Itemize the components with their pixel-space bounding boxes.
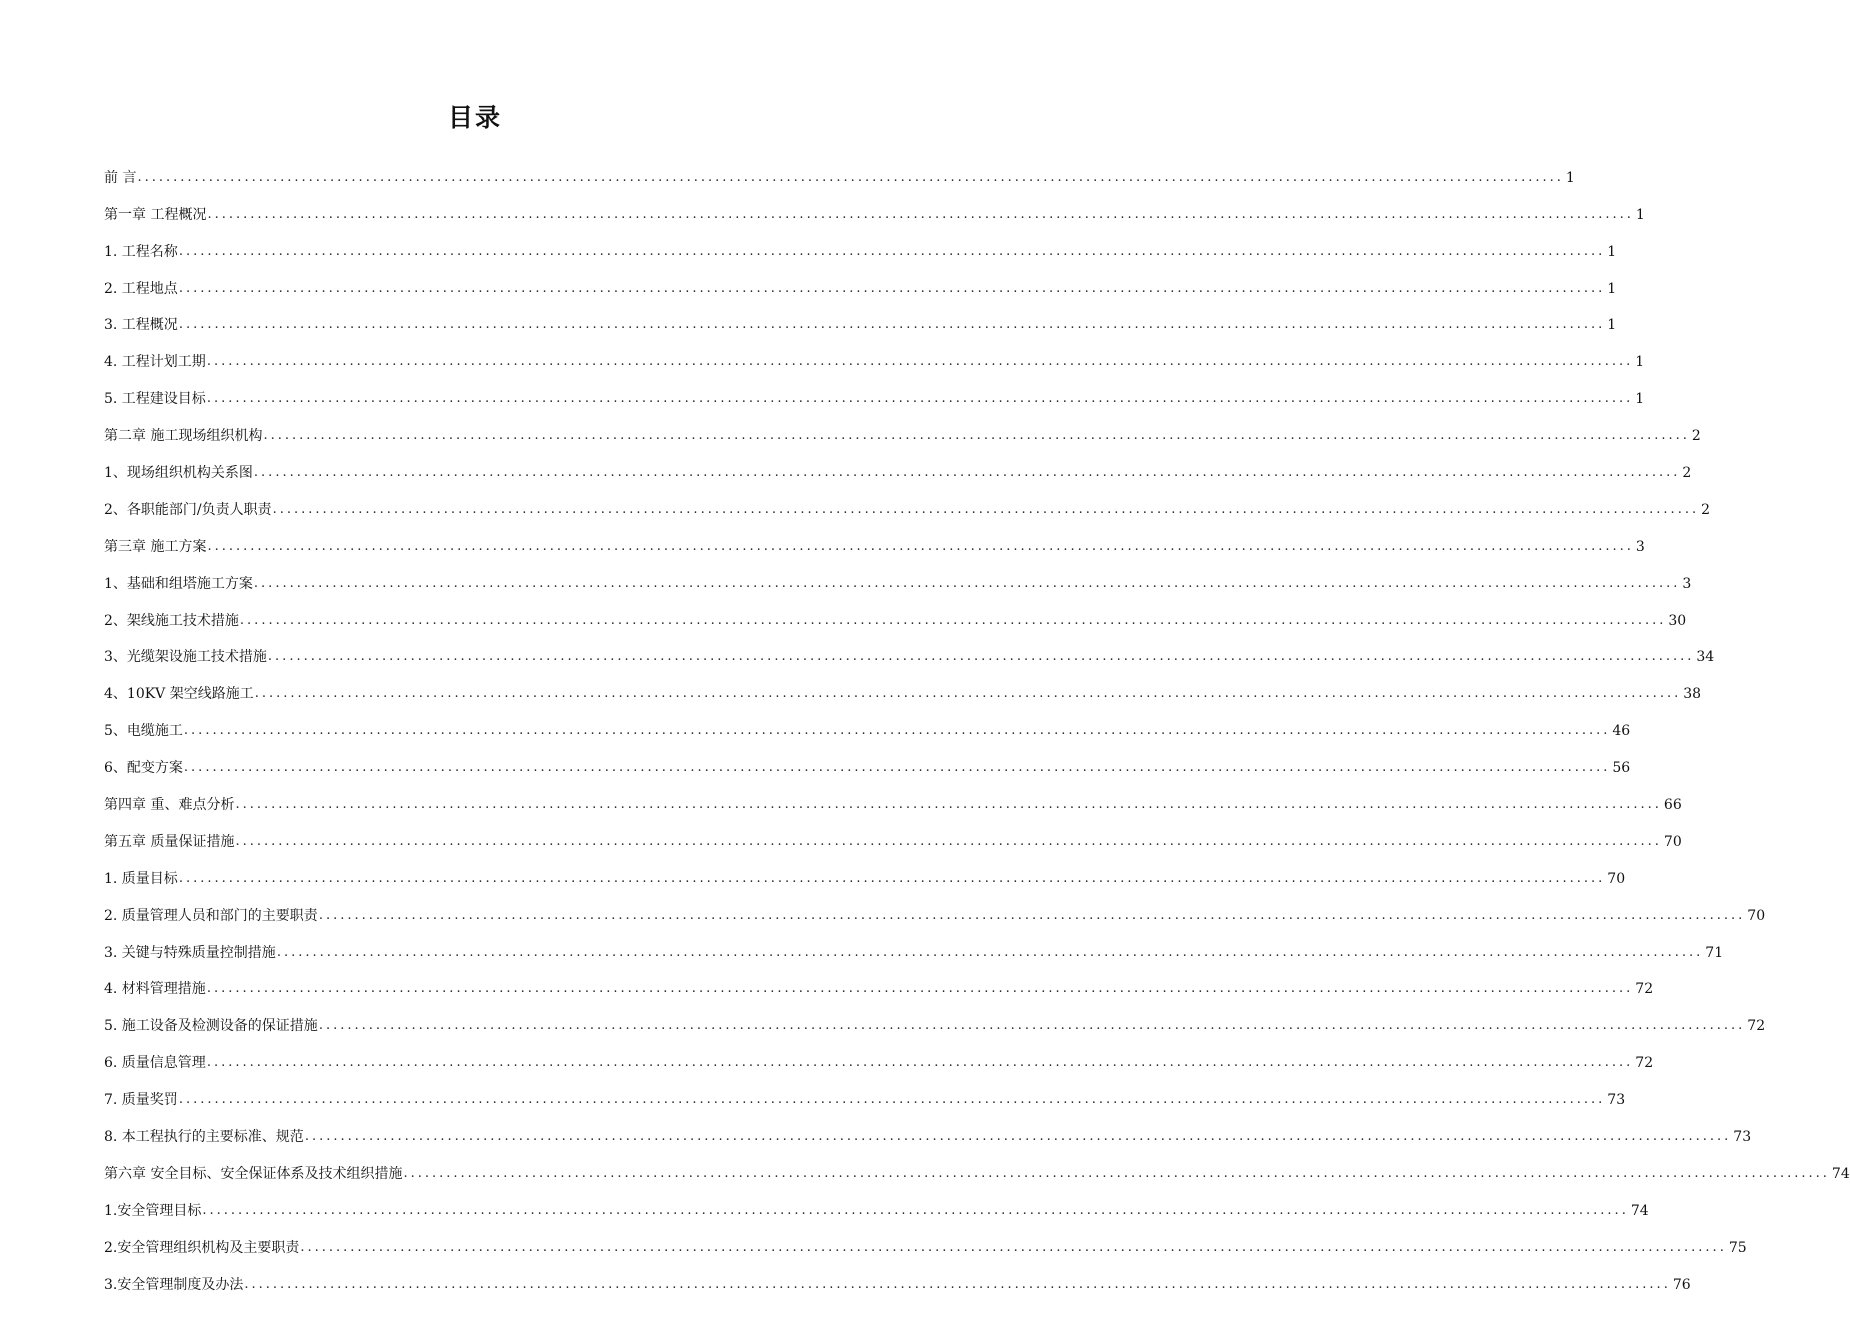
toc-dot-leader: ........................................................................................................................................................................................................ (300, 1239, 1727, 1255)
toc-entry-page-number: 2 (1701, 501, 1711, 518)
toc-entry-label: 第五章 质量保证措施 (104, 833, 235, 850)
toc-entry-label: 4、10KV 架空线路施工 (104, 686, 254, 703)
toc-entry[interactable] (104, 373, 1645, 410)
toc-entry-label: 3、光缆架设施工技术措施 (104, 649, 267, 666)
toc-entry[interactable] (104, 595, 1687, 632)
toc-entry-label: 4. 工程计划工期 (104, 354, 206, 371)
toc-entry[interactable] (104, 189, 1645, 226)
toc-dot-leader: ........................................................................................................................................................................................................ (244, 1276, 1671, 1292)
toc-entry-page-number: 30 (1668, 612, 1687, 629)
toc-entry-label: 6、配变方案 (104, 760, 183, 777)
toc-entry-label: 4. 材料管理措施 (104, 981, 206, 998)
toc-dot-leader: ........................................................................................................................................................................................................ (263, 428, 1690, 444)
toc-entry[interactable] (104, 742, 1631, 779)
toc-dot-leader: ........................................................................................................................................................................................................ (206, 1055, 1634, 1071)
toc-entry-page-number: 72 (1747, 1018, 1766, 1035)
toc-entry-label: 前 言 (104, 169, 137, 186)
toc-entry-page-number: 76 (1672, 1276, 1691, 1293)
toc-entry-page-number: 3 (1682, 575, 1692, 592)
toc-entry[interactable] (104, 1037, 1654, 1074)
toc-entry[interactable] (104, 226, 1617, 263)
toc-dot-leader: ........................................................................................................................................................................................................ (253, 575, 1681, 591)
toc-entry[interactable] (104, 632, 1715, 669)
toc-dot-leader: ........................................................................................................................................................................................................ (235, 797, 1662, 813)
toc-entry-page-number: 1 (1635, 206, 1645, 223)
toc-entry[interactable] (104, 1074, 1626, 1111)
toc-dot-leader: ........................................................................................................................................................................................................ (206, 354, 1634, 370)
toc-entry[interactable] (104, 1148, 1850, 1185)
toc-entry-page-number: 38 (1683, 686, 1702, 703)
toc-entry[interactable] (104, 779, 1682, 816)
toc-entry-label: 8. 本工程执行的主要标准、规范 (104, 1129, 304, 1146)
toc-entry[interactable] (104, 816, 1682, 853)
toc-entry[interactable] (104, 300, 1617, 337)
toc-entry-page-number: 66 (1663, 797, 1682, 814)
toc-entry[interactable] (104, 1259, 1691, 1296)
toc-dot-leader: ........................................................................................................................................................................................................ (207, 538, 1634, 554)
toc-list (104, 152, 1850, 1296)
toc-entry-label: 5、电缆施工 (104, 723, 183, 740)
toc-dot-leader: ........................................................................................................................................................................................................ (253, 465, 1681, 481)
toc-entry-label: 第四章 重、难点分析 (104, 797, 235, 814)
toc-entry-label: 7. 质量奖罚 (104, 1092, 178, 1109)
toc-entry-label: 第二章 施工现场组织机构 (104, 428, 263, 445)
toc-entry-label: 第六章 安全目标、安全保证体系及技术组织措施 (104, 1165, 403, 1182)
toc-entry[interactable] (104, 410, 1701, 447)
toc-dot-leader: ........................................................................................................................................................................................................ (202, 1202, 1629, 1218)
toc-entry[interactable] (104, 890, 1766, 927)
toc-dot-leader: ........................................................................................................................................................................................................ (267, 649, 1695, 665)
toc-entry[interactable] (104, 263, 1617, 300)
toc-entry[interactable] (104, 853, 1626, 890)
toc-entry-label: 第三章 施工方案 (104, 538, 207, 555)
toc-dot-leader: ........................................................................................................................................................................................................ (239, 612, 1667, 628)
toc-dot-leader: ........................................................................................................................................................................................................ (183, 760, 1611, 776)
toc-entry-page-number: 46 (1612, 723, 1631, 740)
toc-entry-label: 3. 工程概况 (104, 317, 178, 334)
toc-entry[interactable] (104, 927, 1724, 964)
toc-entry-page-number: 1 (1607, 280, 1617, 297)
toc-entry-page-number: 72 (1635, 1055, 1654, 1072)
toc-entry-page-number: 1 (1607, 317, 1617, 334)
toc-entry-label: 2. 工程地点 (104, 280, 178, 297)
toc-entry-label: 1. 工程名称 (104, 243, 178, 260)
toc-dot-leader: ........................................................................................................................................................................................................ (276, 944, 1704, 960)
toc-entry-page-number: 1 (1607, 243, 1617, 260)
toc-entry-page-number: 1 (1635, 391, 1645, 408)
toc-dot-leader: ........................................................................................................................................................................................................ (304, 1129, 1732, 1145)
toc-entry-label: 5. 工程建设目标 (104, 391, 206, 408)
toc-dot-leader: ........................................................................................................................................................................................................ (207, 206, 1634, 222)
toc-entry-label: 2、架线施工技术措施 (104, 612, 239, 629)
toc-entry-label: 1. 质量目标 (104, 870, 178, 887)
toc-entry-label: 6. 质量信息管理 (104, 1055, 206, 1072)
toc-entry-label: 5. 施工设备及检测设备的保证措施 (104, 1018, 318, 1035)
toc-entry-label: 1.安全管理目标 (104, 1202, 202, 1219)
toc-entry[interactable] (104, 484, 1711, 521)
toc-entry-label: 1、现场组织机构关系图 (104, 465, 253, 482)
toc-entry[interactable] (104, 447, 1692, 484)
toc-title: 目录 (447, 103, 502, 132)
toc-dot-leader: ........................................................................................................................................................................................................ (137, 169, 1564, 185)
toc-entry-page-number: 70 (1747, 907, 1766, 924)
toc-entry-page-number: 2 (1682, 465, 1692, 482)
toc-entry-page-number: 2 (1691, 428, 1701, 445)
toc-dot-leader: ........................................................................................................................................................................................................ (254, 686, 1682, 702)
toc-entry-page-number: 34 (1696, 649, 1715, 666)
toc-entry-label: 2、各职能部门/负责人职责 (104, 501, 272, 518)
toc-entry-page-number: 1 (1635, 354, 1645, 371)
toc-entry[interactable] (104, 558, 1692, 595)
toc-entry-page-number: 72 (1635, 981, 1654, 998)
toc-dot-leader: ........................................................................................................................................................................................................ (178, 870, 1606, 886)
toc-entry-page-number: 74 (1630, 1202, 1649, 1219)
toc-dot-leader: ........................................................................................................................................................................................................ (318, 907, 1746, 923)
toc-dot-leader: ........................................................................................................................................................................................................ (178, 280, 1606, 296)
toc-entry-label: 第一章 工程概况 (104, 206, 207, 223)
toc-entry-label: 2. 质量管理人员和部门的主要职责 (104, 907, 318, 924)
toc-entry[interactable] (104, 336, 1645, 373)
toc-entry-page-number: 56 (1612, 760, 1631, 777)
toc-entry[interactable] (104, 521, 1645, 558)
toc-dot-leader: ........................................................................................................................................................................................................ (272, 501, 1700, 517)
toc-dot-leader: ........................................................................................................................................................................................................ (318, 1018, 1746, 1034)
toc-entry-page-number: 1 (1565, 169, 1575, 186)
toc-dot-leader: ........................................................................................................................................................................................................ (183, 723, 1611, 739)
toc-entry[interactable] (104, 1222, 1747, 1259)
toc-entry-page-number: 70 (1663, 833, 1682, 850)
toc-entry[interactable] (104, 152, 1575, 189)
toc-entry-label: 3.安全管理制度及办法 (104, 1276, 244, 1293)
toc-dot-leader: ........................................................................................................................................................................................................ (178, 243, 1606, 259)
toc-entry[interactable] (104, 1111, 1752, 1148)
toc-entry-page-number: 73 (1733, 1129, 1752, 1146)
toc-entry-label: 1、基础和组塔施工方案 (104, 575, 253, 592)
toc-entry-page-number: 3 (1635, 538, 1645, 555)
toc-entry-page-number: 73 (1607, 1092, 1626, 1109)
toc-entry[interactable] (104, 668, 1702, 705)
toc-entry[interactable] (104, 964, 1654, 1001)
toc-entry-page-number: 70 (1607, 870, 1626, 887)
toc-entry-page-number: 74 (1831, 1165, 1850, 1182)
toc-dot-leader: ........................................................................................................................................................................................................ (178, 1092, 1606, 1108)
toc-entry[interactable] (104, 705, 1631, 742)
toc-dot-leader: ........................................................................................................................................................................................................ (206, 981, 1634, 997)
toc-entry-page-number: 71 (1705, 944, 1724, 961)
toc-dot-leader: ........................................................................................................................................................................................................ (206, 391, 1634, 407)
toc-dot-leader: ........................................................................................................................................................................................................ (403, 1165, 1830, 1181)
toc-entry-label: 2.安全管理组织机构及主要职责 (104, 1239, 300, 1256)
toc-dot-leader: ........................................................................................................................................................................................................ (235, 833, 1662, 849)
toc-entry[interactable] (104, 1000, 1766, 1037)
toc-entry-label: 3. 关键与特殊质量控制措施 (104, 944, 276, 961)
toc-entry-page-number: 75 (1728, 1239, 1747, 1256)
toc-dot-leader: ........................................................................................................................................................................................................ (178, 317, 1606, 333)
toc-entry[interactable] (104, 1185, 1649, 1222)
